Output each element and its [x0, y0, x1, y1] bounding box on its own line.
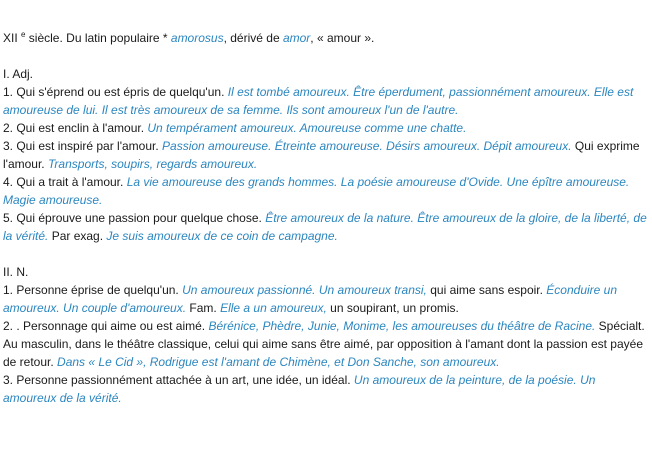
adj-sense-4-definition: 4. Qui a trait à l'amour.	[3, 175, 127, 189]
adj-sense-3-definition: 3. Qui est inspiré par l'amour.	[3, 139, 163, 153]
adj-sense-5	[3, 209, 648, 245]
noun-sense-1-definition-3: Fam.	[186, 301, 221, 315]
adj-sense-1	[3, 83, 648, 119]
noun-sense-2-definition-2: Spécialt. Au masculin, dans le théâtre classique, celui qui aime sans être aimé, par opposition à l'amant dont la passion est payée de retour.	[3, 319, 645, 369]
noun-sense-2-examples: Bérénice, Phèdre, Junie, Monime, les amoureuses du théâtre de Racine.	[208, 319, 596, 333]
adj-sense-5-examples: Être amoureux de la nature. Être amoureux de la gloire, de la liberté, de la vérité.	[3, 211, 647, 243]
etymology-century-sup: e	[21, 30, 26, 39]
noun-sense-1-definition: 1. Personne éprise de quelqu'un.	[3, 283, 183, 297]
adj-sense-3-examples: Passion amoureuse. Étreinte amoureuse. Désirs amoureux. Dépit amoureux.	[162, 139, 572, 153]
etymology-text-2: , dérivé de	[223, 31, 283, 45]
adj-sense-1-examples: Il est tombé amoureux. Être éperdument, passionnément amoureux. Elle est amoureuse de lui. Il est très amoureux de sa femme. Ils sont amoureux l'un de l'autre.	[3, 85, 634, 117]
noun-sense-1-examples-3: Elle a un amoureux,	[220, 301, 327, 315]
adj-sense-3-examples-2: Transports, soupirs, regards amoureux.	[47, 157, 258, 171]
adj-sense-4	[3, 173, 648, 209]
noun-sense-1-examples-2: Éconduire un amoureux. Un couple d'amoureux.	[3, 283, 618, 315]
noun-sense-1-definition-2: qui aime sans espoir.	[426, 283, 547, 297]
adj-sense-5-definition-2: Par exag.	[48, 229, 107, 243]
noun-sense-3-examples: Un amoureux de la peinture, de la poésie. Un amoureux de la vérité.	[3, 373, 596, 405]
spacer	[3, 47, 648, 65]
noun-sense-2-examples-2: Dans « Le Cid », Rodrigue est l'amant de Chimène, et Don Sanche, son amoureux.	[57, 355, 500, 369]
etymology-text-3: , « amour ».	[310, 31, 375, 45]
noun-sense-1	[3, 281, 648, 317]
etymology-latin-amor: amor	[282, 31, 311, 45]
adj-sense-5-examples-2: Je suis amoureux de ce coin de campagne.	[106, 229, 338, 243]
spacer	[3, 245, 648, 263]
etymology-text-1: siècle. Du latin populaire *	[25, 31, 171, 45]
etymology-century: XII	[3, 31, 18, 45]
adj-sense-2-definition: 2. Qui est enclin à l'amour.	[3, 121, 148, 135]
etymology-line	[3, 29, 648, 47]
noun-sense-1-examples: Un amoureux passionné. Un amoureux transi,	[182, 283, 427, 297]
noun-sense-3-definition: 3. Personne passionnément attachée à un art, une idée, un idéal.	[3, 373, 354, 387]
noun-sense-3	[3, 371, 648, 407]
noun-sense-2-definition: 2. . Personnage qui aime ou est aimé.	[3, 319, 209, 333]
etymology-latin-amorosus: amorosus	[170, 31, 224, 45]
adj-sense-2-examples: Un tempérament amoureux. Amoureuse comme une chatte.	[147, 121, 467, 135]
adj-sense-3	[3, 137, 648, 173]
section-heading-adj: I. Adj.	[3, 67, 34, 81]
noun-sense-1-definition-4: un soupirant, un promis.	[326, 301, 459, 315]
adj-sense-4-examples: La vie amoureuse des grands hommes. La poésie amoureuse d'Ovide. Une épître amoureuse. Magie amoureuse.	[3, 175, 630, 207]
section-heading-noun: II. N.	[3, 265, 29, 279]
noun-sense-2	[3, 317, 648, 371]
adj-sense-5-definition: 5. Qui éprouve une passion pour quelque chose.	[3, 211, 266, 225]
adj-sense-3-definition-2: Qui exprime l'amour.	[3, 139, 640, 171]
adj-sense-1-definition: 1. Qui s'éprend ou est épris de quelqu'un.	[3, 85, 228, 99]
adj-sense-2	[3, 119, 648, 137]
